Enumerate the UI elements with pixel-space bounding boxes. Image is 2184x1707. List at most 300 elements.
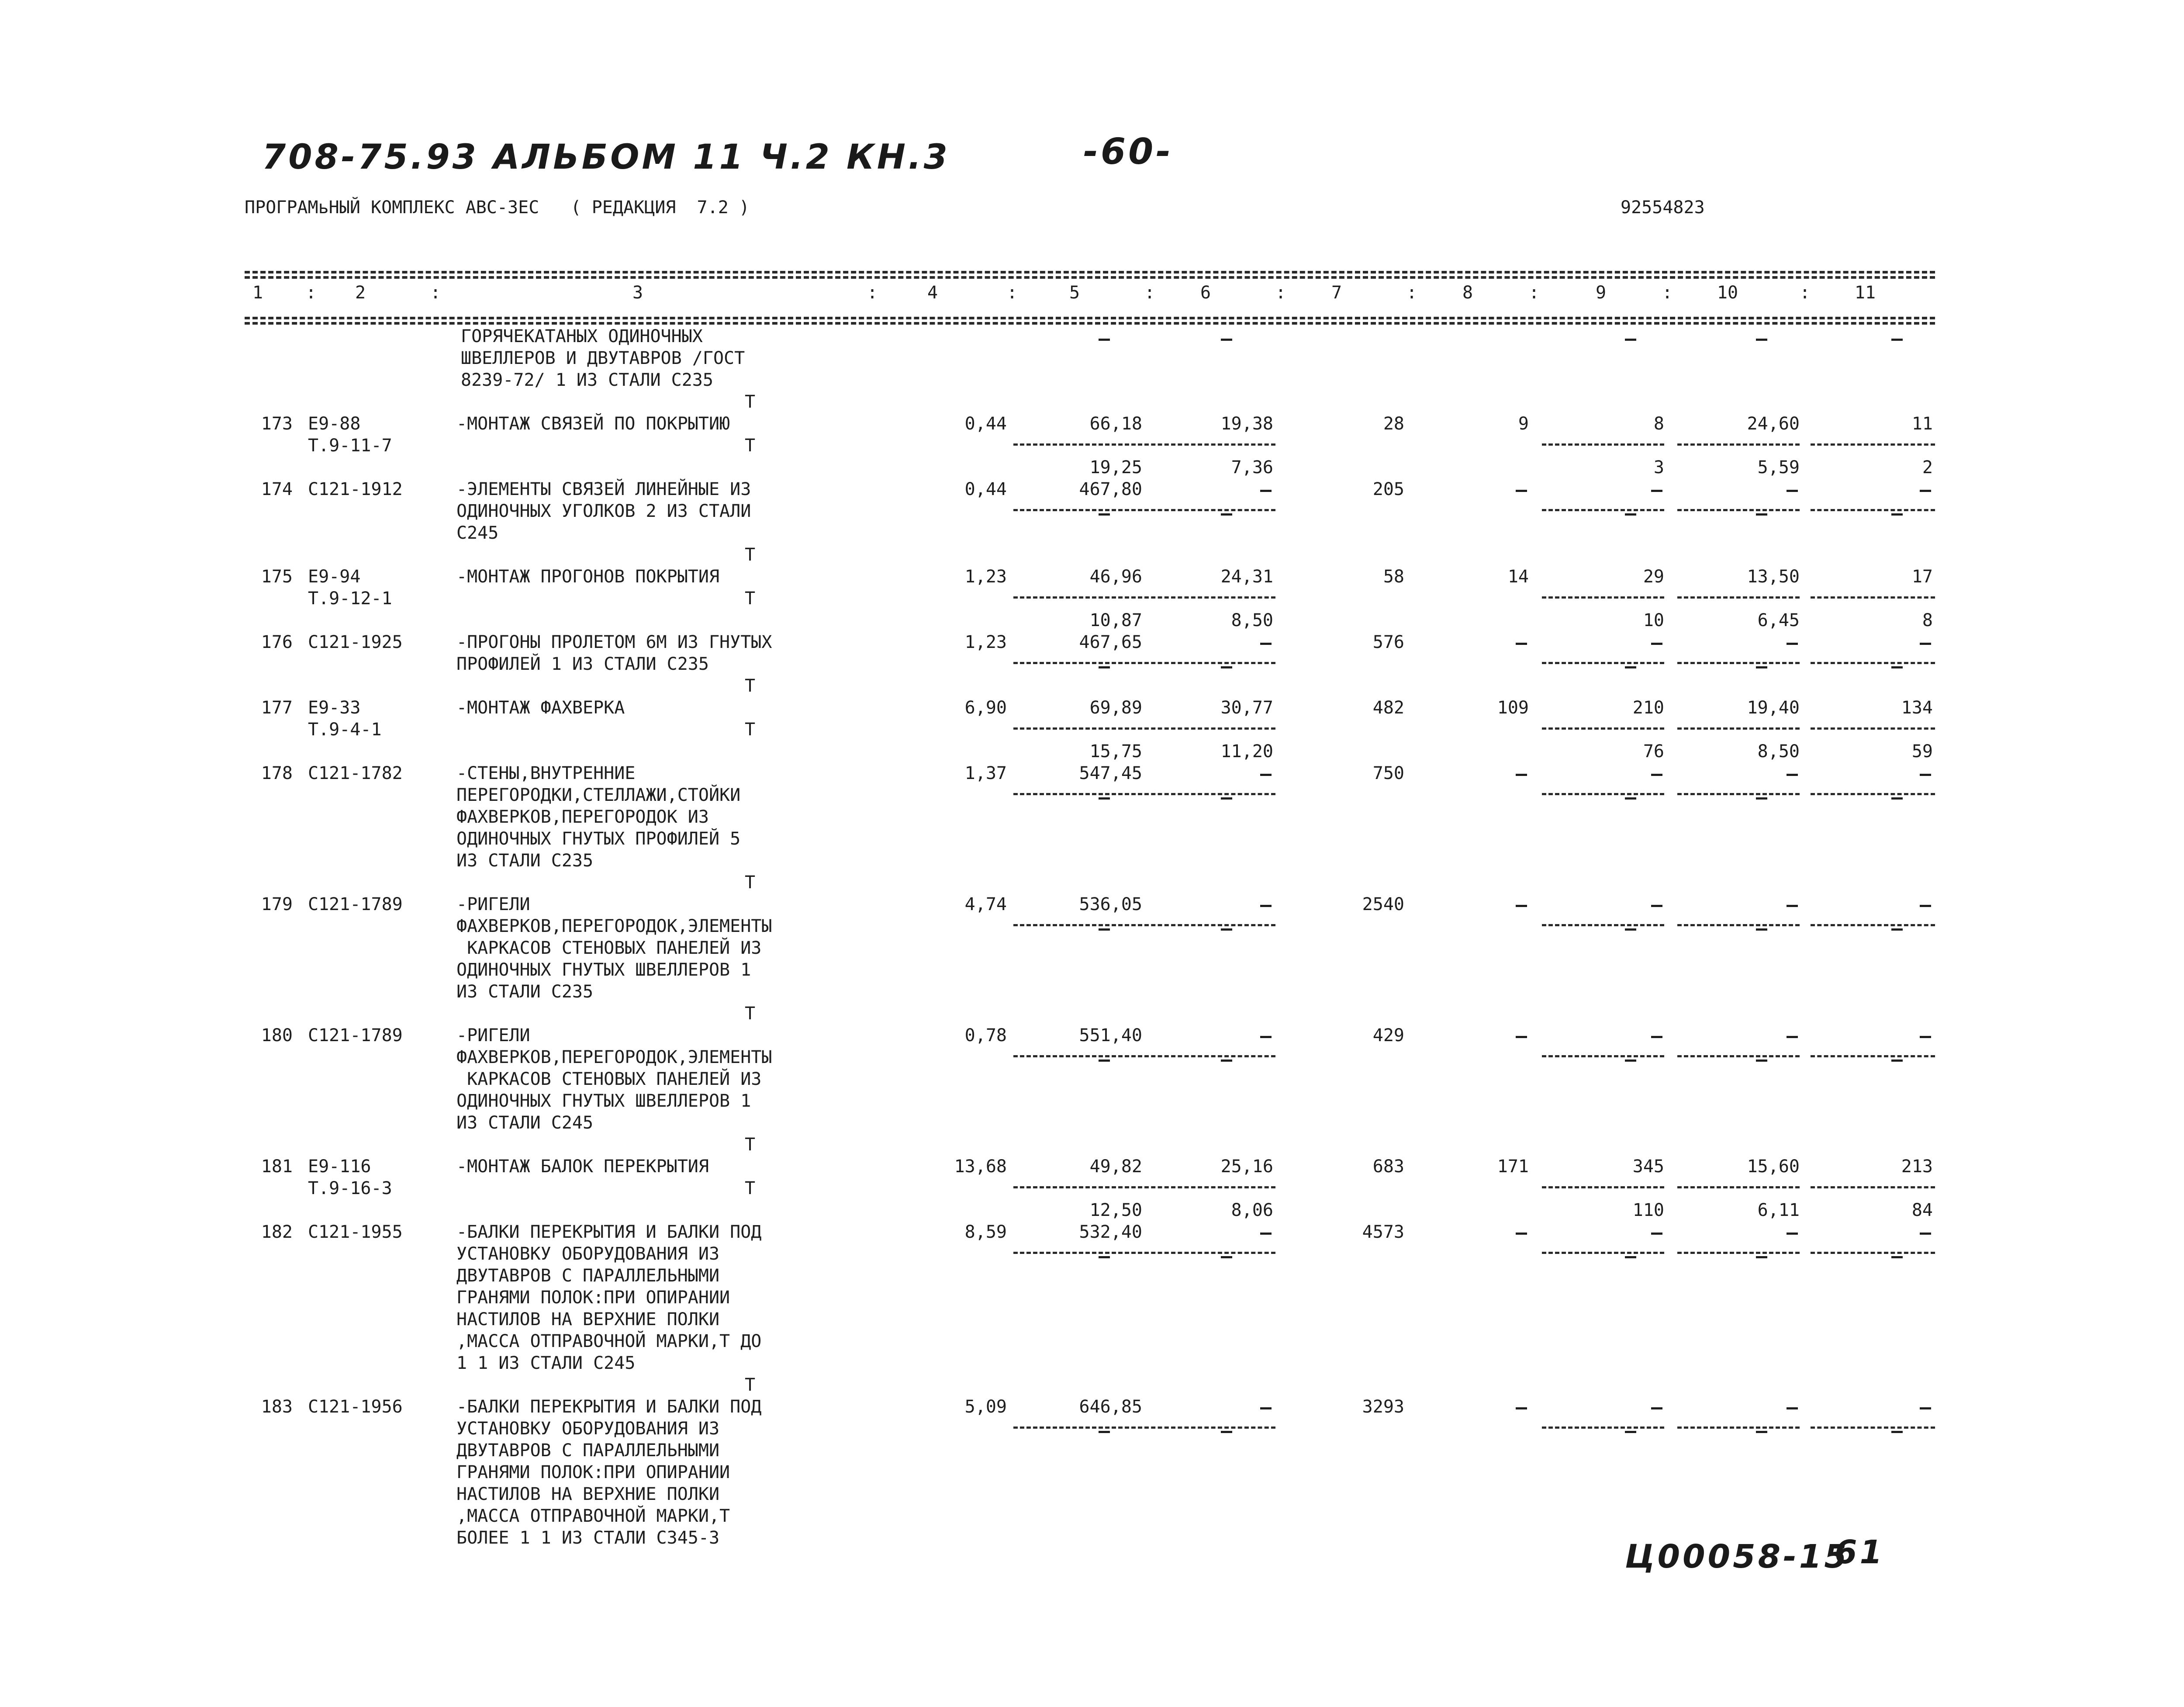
subvalue-c9-dash [1625,928,1636,931]
value-c7: 482 [1372,698,1404,718]
value-c4: 1,23 [964,632,1007,652]
row-divider-c6 [1144,662,1275,664]
description-line: -РИГЕЛИ [456,894,530,914]
rate-code-secondary: Т.9-16-3 [308,1178,392,1198]
value-c6-dash [1260,1036,1272,1038]
subvalue-c6: 7,36 [1231,457,1273,478]
subvalue-c10: 6,45 [1757,610,1800,630]
value-c11-dash [1920,905,1931,907]
value-c8-dash [1516,1233,1527,1235]
rate-code: С121-1955 [308,1222,403,1242]
row-number: 177 [261,698,293,718]
value-c4: 0,78 [964,1025,1007,1046]
column-separator-7: : [1406,283,1417,303]
value-c9-dash [1651,1036,1662,1038]
rate-code: С121-1789 [308,894,403,914]
description-line: -МОНТАЖ ФАХВЕРКА [456,698,625,718]
row-divider-c5 [1013,727,1142,730]
description-line: ПЕРЕГОРОДКИ,СТЕЛЛАЖИ,СТОЙКИ [456,785,741,805]
row-divider-c6 [1144,509,1275,511]
row-divider-c9 [1542,596,1664,599]
description-line: ОДИНОЧНЫХ ГНУТЫХ ШВЕЛЛЕРОВ 1 [456,1091,751,1111]
description-line: ФАХВЕРКОВ,ПЕРЕГОРОДОК,ЭЛЕМЕНТЫ [456,916,772,936]
row-divider-c9 [1542,1055,1664,1057]
value-c7: 28 [1383,414,1404,434]
value-c9: 210 [1632,698,1664,718]
subvalue-c6-dash [1221,513,1232,516]
value-c7: 429 [1372,1025,1404,1046]
rate-code: С121-1925 [308,632,403,652]
rate-code-secondary: Т.9-12-1 [308,589,392,609]
description-line: ГРАНЯМИ ПОЛОК:ПРИ ОПИРАНИИ [456,1288,730,1308]
subvalue-c10-dash [1756,1060,1767,1062]
column-header-5: 5 [1069,283,1080,303]
subvalue-c9-dash [1625,666,1636,668]
row-divider-c11 [1811,1252,1935,1254]
value-c6: 25,16 [1220,1156,1273,1177]
subvalue-c10: 5,59 [1757,457,1800,478]
subvalue-c9: 3 [1653,457,1664,478]
value-c11: 213 [1901,1156,1933,1177]
row-divider-c10 [1677,1252,1800,1254]
value-c6: 19,38 [1220,414,1273,434]
column-separator-6: : [1275,283,1286,303]
value-c9-dash [1651,1407,1662,1409]
rate-code: С121-1789 [308,1025,403,1046]
description-line: Т [745,1004,756,1024]
column-header-11: 11 [1854,283,1876,303]
subvalue-c6-dash [1221,1256,1232,1258]
description-line: -МОНТАЖ СВЯЗЕЙ ПО ПОКРЫТИЮ [456,414,730,434]
value-c10: 19,40 [1747,698,1800,718]
description-line: ИЗ СТАЛИ С245 [456,1113,594,1133]
rate-code: Е9-94 [308,567,361,587]
value-c11-dash [1920,1036,1931,1038]
row-number: 178 [261,763,293,783]
value-c5: 46,96 [1089,567,1142,587]
row-divider-c10 [1677,1055,1800,1057]
subvalue-c11-dash [1891,1256,1903,1258]
row-divider-c10 [1677,443,1800,446]
row-divider-c10 [1677,793,1800,795]
approval-stamp: Ц00058-15 [1625,1538,1849,1575]
value-c5: 467,65 [1079,632,1142,652]
description-line: ДВУТАВРОВ С ПАРАЛЛЕЛЬНЫМИ [456,1440,720,1461]
subvalue-c6-dash [1221,928,1232,931]
value-c6-dash [1260,774,1272,776]
value-c5: 646,85 [1079,1397,1142,1417]
value-c8-dash [1516,774,1527,776]
subvalue-c5-dash [1099,928,1110,931]
rate-code: С121-1782 [308,763,403,783]
row-divider-c6 [1144,1252,1275,1254]
row-divider-c11 [1811,1055,1935,1057]
value-c6: 30,77 [1220,698,1273,718]
subvalue-c10-dash [1756,928,1767,931]
continued-c5-dash [1099,339,1110,341]
column-separator-2: : [430,283,441,303]
subvalue-c10: 6,11 [1757,1200,1800,1220]
value-c10-dash [1787,1036,1798,1038]
continued-description-line: ГОРЯЧЕКАТАНЫХ ОДИНОЧНЫХ [461,326,703,346]
document-code: 92554823 [1621,197,1705,218]
description-line: ФАХВЕРКОВ,ПЕРЕГОРОДОК,ЭЛЕМЕНТЫ [456,1047,772,1067]
value-c8-dash [1516,905,1527,907]
value-c9-dash [1651,1233,1662,1235]
subvalue-c9-dash [1625,1431,1636,1433]
value-c9-dash [1651,774,1662,776]
row-number: 174 [261,479,293,499]
value-c4: 6,90 [964,698,1007,718]
continued-description-line: Т [745,392,756,412]
row-number: 180 [261,1025,293,1046]
description-line: КАРКАСОВ СТЕНОВЫХ ПАНЕЛЕЙ ИЗ [456,938,762,958]
value-c5: 467,80 [1079,479,1142,499]
row-divider-c5 [1013,509,1142,511]
value-c4: 1,37 [964,763,1007,783]
table-top-rule [245,271,1935,274]
description-line: ГРАНЯМИ ПОЛОК:ПРИ ОПИРАНИИ [456,1462,730,1482]
description-line: Т [745,676,756,696]
row-divider-c11 [1811,509,1935,511]
value-c11: 11 [1911,414,1933,434]
row-divider-c10 [1677,1427,1800,1429]
value-c6-dash [1260,490,1272,492]
value-c10-dash [1787,1407,1798,1409]
description-line: ,МАССА ОТПРАВОЧНОЙ МАРКИ,Т [456,1506,730,1526]
row-divider-c5 [1013,1252,1142,1254]
value-c10-dash [1787,774,1798,776]
row-divider-c9 [1542,1427,1664,1429]
column-separator-1: : [306,283,317,303]
row-divider-c6 [1144,596,1275,599]
value-c10-dash [1787,643,1798,645]
description-line: КАРКАСОВ СТЕНОВЫХ ПАНЕЛЕЙ ИЗ [456,1069,762,1089]
row-divider-c6 [1144,1186,1275,1188]
value-c11-dash [1920,1233,1931,1235]
description-line: ДВУТАВРОВ С ПАРАЛЛЕЛЬНЫМИ [456,1266,720,1286]
value-c5: 536,05 [1079,894,1142,914]
description-line: Т [745,436,756,456]
description-line: Т [745,545,756,565]
value-c11-dash [1920,490,1931,492]
subvalue-c11: 8 [1922,610,1933,630]
column-header-9: 9 [1595,283,1607,303]
value-c6-dash [1260,643,1272,645]
row-divider-c11 [1811,727,1935,730]
row-number: 175 [261,567,293,587]
value-c6-dash [1260,1407,1272,1409]
subvalue-c9: 10 [1643,610,1664,630]
continued-description-line: 8239-72/ 1 ИЗ СТАЛИ С235 [461,370,713,390]
row-number: 181 [261,1156,293,1177]
continued-c11-dash [1891,339,1903,341]
subvalue-c5-dash [1099,666,1110,668]
row-divider-c9 [1542,662,1664,664]
description-line: ОДИНОЧНЫХ ГНУТЫХ ШВЕЛЛЕРОВ 1 [456,960,751,980]
subvalue-c6-dash [1221,1060,1232,1062]
subvalue-c11-dash [1891,666,1903,668]
rate-code: Е9-88 [308,414,361,434]
value-c5: 547,45 [1079,763,1142,783]
continued-description-line: ШВЕЛЛЕРОВ И ДВУТАВРОВ /ГОСТ [461,348,745,368]
value-c10-dash [1787,490,1798,492]
row-divider-c6 [1144,793,1275,795]
description-line: ФАХВЕРКОВ,ПЕРЕГОРОДОК ИЗ [456,807,709,827]
column-header-2: 2 [355,283,366,303]
value-c4: 0,44 [964,479,1007,499]
description-line: УСТАНОВКУ ОБОРУДОВАНИЯ ИЗ [456,1244,720,1264]
description-line: -ПРОГОНЫ ПРОЛЕТОМ 6М ИЗ ГНУТЫХ [456,632,772,652]
row-number: 183 [261,1397,293,1417]
subvalue-c11-dash [1891,1431,1903,1433]
column-header-4: 4 [927,283,938,303]
subvalue-c9-dash [1625,1060,1636,1062]
value-c4: 13,68 [954,1156,1007,1177]
value-c9: 345 [1632,1156,1664,1177]
description-line: -БАЛКИ ПЕРЕКРЫТИЯ И БАЛКИ ПОД [456,1222,762,1242]
description-line: НАСТИЛОВ НА ВЕРХНИЕ ПОЛКИ [456,1484,720,1504]
row-divider-c10 [1677,1186,1800,1188]
row-divider-c6 [1144,443,1275,446]
value-c4: 4,74 [964,894,1007,914]
subvalue-c6-dash [1221,666,1232,668]
row-divider-c10 [1677,509,1800,511]
column-separator-5: : [1144,283,1155,303]
description-line: С245 [456,523,499,543]
value-c5: 66,18 [1089,414,1142,434]
subvalue-c10: 8,50 [1757,741,1800,762]
row-divider-c5 [1013,1186,1142,1188]
value-c5: 551,40 [1079,1025,1142,1046]
description-line: ИЗ СТАЛИ С235 [456,851,594,871]
value-c6-dash [1260,1233,1272,1235]
value-c5: 49,82 [1089,1156,1142,1177]
value-c11-dash [1920,643,1931,645]
description-line: НАСТИЛОВ НА ВЕРХНИЕ ПОЛКИ [456,1309,720,1330]
row-divider-c10 [1677,596,1800,599]
subvalue-c10-dash [1756,797,1767,800]
continued-c9-dash [1625,339,1636,341]
description-line: ОДИНОЧНЫХ УГОЛКОВ 2 ИЗ СТАЛИ [456,501,751,521]
subvalue-c9-dash [1625,797,1636,800]
value-c8-dash [1516,643,1527,645]
subvalue-c5-dash [1099,797,1110,800]
row-divider-c11 [1811,443,1935,446]
value-c7: 750 [1372,763,1404,783]
continued-c6-dash [1221,339,1232,341]
value-c9-dash [1651,905,1662,907]
row-divider-c5 [1013,793,1142,795]
description-line: ПРОФИЛЕЙ 1 ИЗ СТАЛИ С235 [456,654,709,674]
description-line: БОЛЕЕ 1 1 ИЗ СТАЛИ С345-3 [456,1528,720,1548]
subvalue-c9-dash [1625,1256,1636,1258]
row-divider-c9 [1542,1252,1664,1254]
subvalue-c5: 19,25 [1089,457,1142,478]
continued-c10-dash [1756,339,1767,341]
description-line: 1 1 ИЗ СТАЛИ С245 [456,1353,636,1373]
subvalue-c11: 2 [1922,457,1933,478]
value-c9: 29 [1643,567,1664,587]
description-line: -БАЛКИ ПЕРЕКРЫТИЯ И БАЛКИ ПОД [456,1397,762,1417]
value-c8: 9 [1518,414,1529,434]
column-separator-4: : [1007,283,1018,303]
album-reference: 708-75.93 АЛЬБОМ 11 Ч.2 КН.3 [262,138,950,177]
table-header-rule-2 [245,322,1935,325]
value-c11-dash [1920,1407,1931,1409]
row-divider-c10 [1677,924,1800,926]
subvalue-c11-dash [1891,928,1903,931]
value-c4: 0,44 [964,414,1007,434]
value-c9: 8 [1653,414,1664,434]
row-divider-c5 [1013,662,1142,664]
subvalue-c10-dash [1756,1431,1767,1433]
column-separator-9: : [1662,283,1673,303]
row-divider-c6 [1144,1055,1275,1057]
value-c5: 532,40 [1079,1222,1142,1242]
row-divider-c5 [1013,1055,1142,1057]
row-divider-c11 [1811,1427,1935,1429]
rate-code: С121-1956 [308,1397,403,1417]
subvalue-c5-dash [1099,1431,1110,1433]
row-divider-c11 [1811,662,1935,664]
subvalue-c11-dash [1891,797,1903,800]
subvalue-c11: 84 [1911,1200,1933,1220]
value-c6-dash [1260,905,1272,907]
subvalue-c5: 15,75 [1089,741,1142,762]
value-c7: 58 [1383,567,1404,587]
row-divider-c9 [1542,924,1664,926]
value-c11-dash [1920,774,1931,776]
value-c7: 683 [1372,1156,1404,1177]
program-name: ПРОГРАМьНЫЙ КОМПЛЕКС АВС-3ЕС ( РЕДАКЦИЯ 7.2 ) [245,197,750,218]
column-header-7: 7 [1331,283,1342,303]
row-number: 173 [261,414,293,434]
description-line: Т [745,1375,756,1395]
subvalue-c9-dash [1625,513,1636,516]
row-number: 182 [261,1222,293,1242]
subvalue-c9: 110 [1632,1200,1664,1220]
value-c10-dash [1787,905,1798,907]
column-separator-10: : [1800,283,1811,303]
sheet-number: 61 [1835,1534,1885,1571]
row-divider-c9 [1542,1186,1664,1188]
rate-code: С121-1912 [308,479,403,499]
value-c8: 109 [1497,698,1529,718]
table-header-rule [245,317,1935,319]
row-number: 176 [261,632,293,652]
column-header-1: 1 [252,283,263,303]
rate-code-secondary: Т.9-11-7 [308,436,392,456]
row-divider-c11 [1811,596,1935,599]
description-line: Т [745,720,756,740]
description-line: -МОНТАЖ БАЛОК ПЕРЕКРЫТИЯ [456,1156,709,1177]
page-number: -60- [1083,131,1174,173]
value-c7: 3293 [1362,1397,1404,1417]
description-line: ,МАССА ОТПРАВОЧНОЙ МАРКИ,Т ДО [456,1331,762,1351]
subvalue-c11: 59 [1911,741,1933,762]
description-line: Т [745,589,756,609]
row-divider-c9 [1542,793,1664,795]
value-c8: 171 [1497,1156,1529,1177]
subvalue-c6-dash [1221,797,1232,800]
rate-code-secondary: Т.9-4-1 [308,720,382,740]
column-header-10: 10 [1717,283,1738,303]
description-line: Т [745,1135,756,1155]
row-divider-c5 [1013,924,1142,926]
value-c10: 13,50 [1747,567,1800,587]
row-number: 179 [261,894,293,914]
table-top-rule-2 [245,276,1935,279]
value-c4: 1,23 [964,567,1007,587]
description-line: ОДИНОЧНЫХ ГНУТЫХ ПРОФИЛЕЙ 5 [456,829,741,849]
subvalue-c6: 8,50 [1231,610,1273,630]
column-header-8: 8 [1462,283,1473,303]
value-c10-dash [1787,1233,1798,1235]
subvalue-c10-dash [1756,513,1767,516]
value-c7: 205 [1372,479,1404,499]
subvalue-c11-dash [1891,1060,1903,1062]
value-c8-dash [1516,490,1527,492]
value-c9-dash [1651,643,1662,645]
row-divider-c10 [1677,662,1800,664]
row-divider-c9 [1542,727,1664,730]
value-c11: 134 [1901,698,1933,718]
row-divider-c10 [1677,727,1800,730]
subvalue-c5: 12,50 [1089,1200,1142,1220]
subvalue-c5-dash [1099,1060,1110,1062]
value-c10: 24,60 [1747,414,1800,434]
column-separator-8: : [1529,283,1540,303]
value-c7: 576 [1372,632,1404,652]
row-divider-c5 [1013,443,1142,446]
row-divider-c6 [1144,924,1275,926]
description-line: УСТАНОВКУ ОБОРУДОВАНИЯ ИЗ [456,1419,720,1439]
column-header-6: 6 [1200,283,1211,303]
value-c11: 17 [1911,567,1933,587]
row-divider-c5 [1013,596,1142,599]
subvalue-c5-dash [1099,513,1110,516]
description-line: Т [745,873,756,893]
subvalue-c6: 8,06 [1231,1200,1273,1220]
column-separator-3: : [867,283,878,303]
row-divider-c6 [1144,1427,1275,1429]
description-line: ИЗ СТАЛИ С235 [456,982,594,1002]
subvalue-c11-dash [1891,513,1903,516]
subvalue-c5-dash [1099,1256,1110,1258]
value-c4: 5,09 [964,1397,1007,1417]
row-divider-c6 [1144,727,1275,730]
rate-code: Е9-116 [308,1156,371,1177]
value-c10: 15,60 [1747,1156,1800,1177]
description-line: -МОНТАЖ ПРОГОНОВ ПОКРЫТИЯ [456,567,720,587]
subvalue-c9: 76 [1643,741,1664,762]
value-c8-dash [1516,1407,1527,1409]
value-c5: 69,89 [1089,698,1142,718]
row-divider-c9 [1542,509,1664,511]
value-c7: 2540 [1362,894,1404,914]
description-line: -ЭЛЕМЕНТЫ СВЯЗЕЙ ЛИНЕЙНЫЕ ИЗ [456,479,751,499]
description-line: -РИГЕЛИ [456,1025,530,1046]
subvalue-c10-dash [1756,1256,1767,1258]
value-c7: 4573 [1362,1222,1404,1242]
value-c9-dash [1651,490,1662,492]
row-divider-c11 [1811,1186,1935,1188]
subvalue-c6: 11,20 [1220,741,1273,762]
value-c8: 14 [1507,567,1529,587]
row-divider-c11 [1811,793,1935,795]
value-c6: 24,31 [1220,567,1273,587]
